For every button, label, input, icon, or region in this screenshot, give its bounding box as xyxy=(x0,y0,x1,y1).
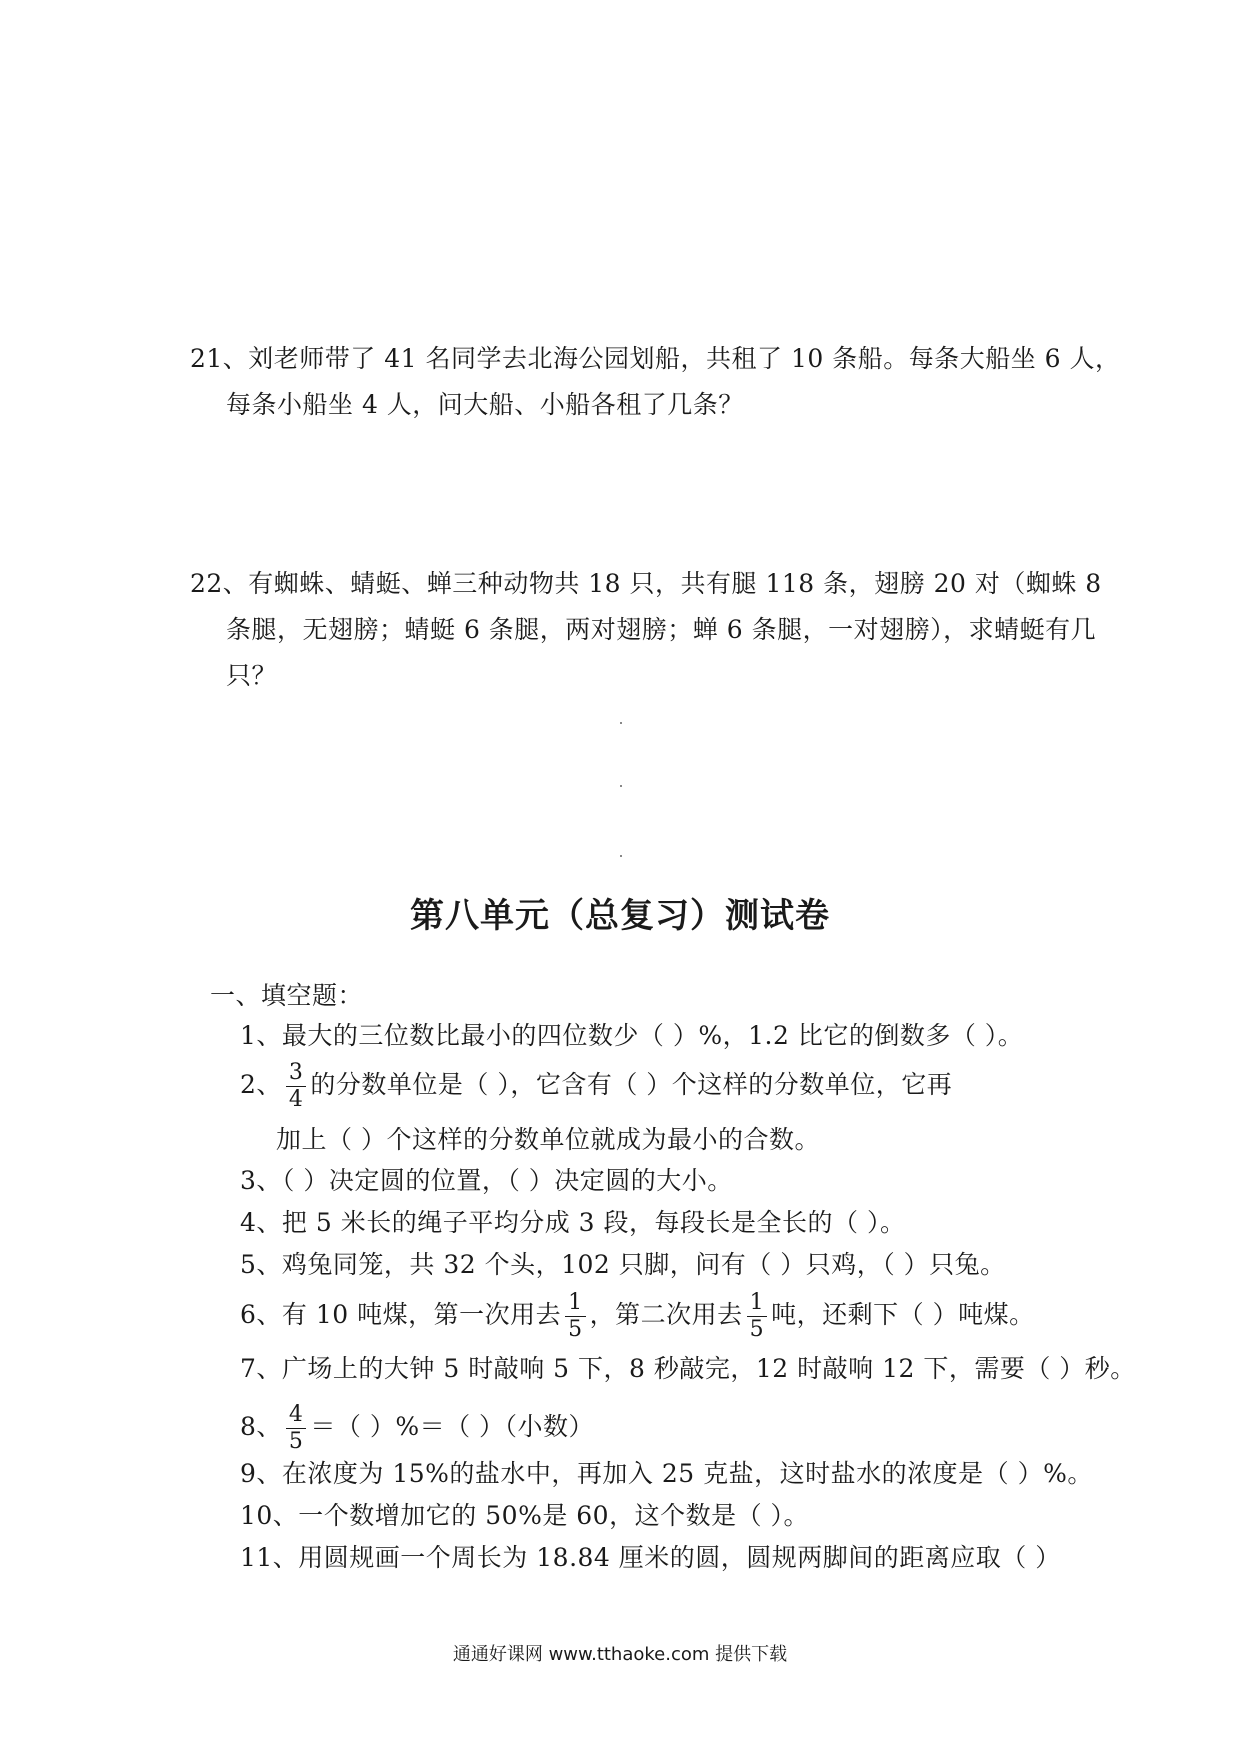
page-title: 第八单元（总复习）测试卷 xyxy=(410,896,830,936)
item-6-prefix: 6、有 10 吨煤，第一次用去 xyxy=(240,1300,562,1329)
question-22-line-1: 22、有蜘蛛、蜻蜓、蝉三种动物共 18 只，共有腿 118 条，翅膀 20 对（蜘蛛 8 xyxy=(190,569,1102,598)
fraction-denominator: 5 xyxy=(749,1317,765,1342)
item-6-middle: ，第二次用去 xyxy=(589,1300,743,1329)
item-2-text: 的分数单位是（ ），它含有（ ）个这样的分数单位，它再 xyxy=(310,1070,953,1099)
fill-item-3: 3、（ ）决定圆的位置，（ ）决定圆的大小。 xyxy=(240,1166,733,1195)
question-22-line-2: 条腿，无翅膀；蜻蜓 6 条腿，两对翅膀；蝉 6 条腿，一对翅膀），求蜻蜓有几 xyxy=(226,615,1097,644)
fraction-1-5 xyxy=(747,1292,768,1341)
fraction-4-5 xyxy=(286,1404,307,1453)
fill-item-6 xyxy=(240,1292,1035,1341)
fill-item-9: 9、在浓度为 15%的盐水中，再加入 25 克盐，这时盐水的浓度是（ ）%。 xyxy=(240,1459,1093,1488)
fraction-numerator: 1 xyxy=(747,1292,768,1317)
question-21-line-2: 每条小船坐 4 人，问大船、小船各租了几条？ xyxy=(226,390,744,419)
fraction-denominator: 5 xyxy=(568,1317,583,1342)
fill-item-2-continued: 加上（ ）个这样的分数单位就成为最小的合数。 xyxy=(276,1125,820,1154)
fraction-denominator: 5 xyxy=(288,1429,304,1454)
question-21-line-1: 21、刘老师带了 41 名同学去北海公园划船，共租了 10 条船。每条大船坐 6 人， xyxy=(190,344,1121,373)
item-8-text: ＝（ ）%＝（ ）（小数） xyxy=(310,1412,595,1441)
fraction-numerator: 4 xyxy=(286,1404,307,1429)
fill-item-8 xyxy=(240,1404,594,1453)
fill-item-2 xyxy=(240,1062,952,1111)
item-2-prefix: 2、 xyxy=(240,1070,282,1099)
scan-dot xyxy=(620,855,622,857)
fraction-1-5 xyxy=(565,1292,586,1341)
section-heading: 一、填空题： xyxy=(210,981,364,1010)
fraction-numerator: 3 xyxy=(286,1062,307,1087)
item-8-prefix: 8、 xyxy=(240,1412,282,1441)
question-22-line-3: 只？ xyxy=(226,661,278,690)
fill-item-1: 1、最大的三位数比最小的四位数少（ ）%，1.2 比它的倒数多（ ）。 xyxy=(240,1021,1024,1050)
fraction-numerator: 1 xyxy=(565,1292,586,1317)
footer-source: 通通好课网 www.tthaoke.com 提供下载 xyxy=(452,1644,788,1665)
fill-item-7: 7、广场上的大钟 5 时敲响 5 下，8 秒敲完，12 时敲响 12 下，需要（ ）秒。 xyxy=(240,1354,1136,1383)
fraction-denominator: 4 xyxy=(288,1087,304,1112)
fill-item-11: 11、用圆规画一个周长为 18.84 厘米的圆，圆规两脚间的距离应取（ ） xyxy=(240,1543,1061,1572)
fraction-3-4 xyxy=(286,1062,307,1111)
fill-item-5: 5、鸡兔同笼，共 32 个头，102 只脚，问有（ ）只鸡，（ ）只兔。 xyxy=(240,1250,1006,1279)
scan-dot xyxy=(620,785,622,787)
item-6-suffix: 吨，还剩下（ ）吨煤。 xyxy=(771,1300,1035,1329)
fill-item-4: 4、把 5 米长的绳子平均分成 3 段，每段长是全长的（ ）。 xyxy=(240,1208,906,1237)
fill-item-10: 10、一个数增加它的 50%是 60，这个数是（ ）。 xyxy=(240,1501,810,1530)
scan-dot xyxy=(620,722,622,724)
